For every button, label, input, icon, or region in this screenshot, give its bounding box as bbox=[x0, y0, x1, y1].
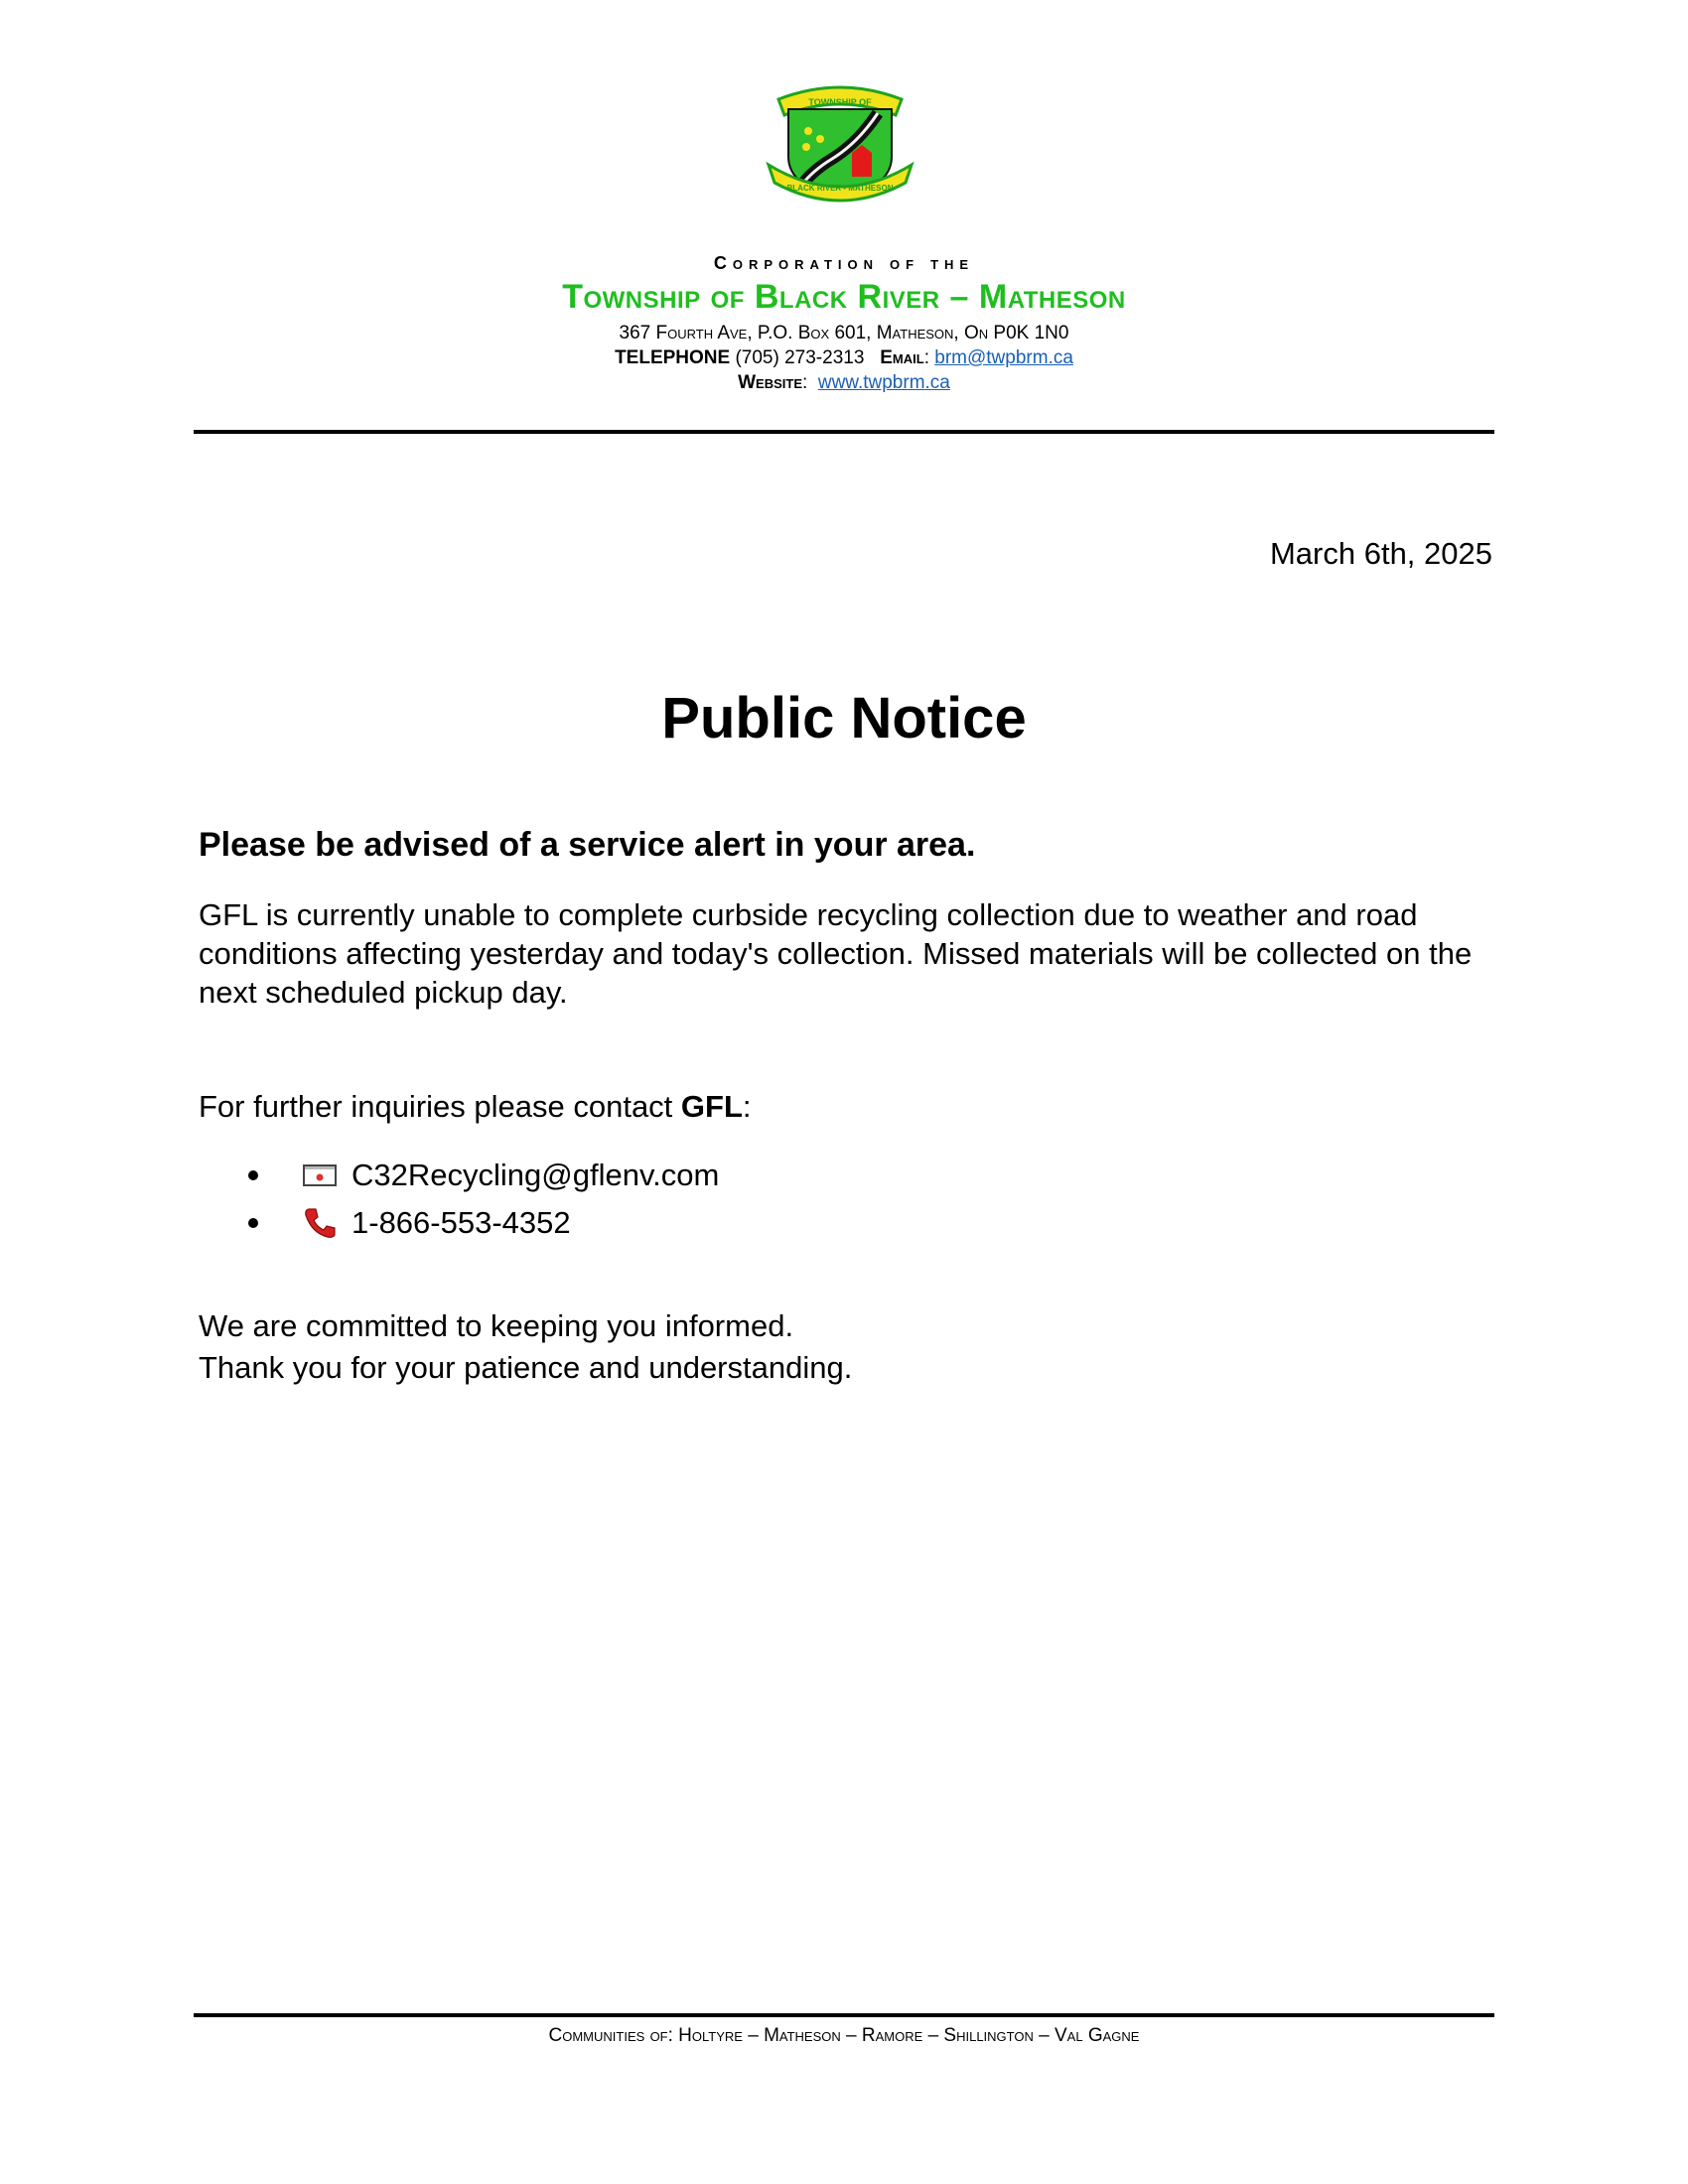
contact-intro-prefix: For further inquiries please contact bbox=[199, 1089, 681, 1124]
contact-phone[interactable]: 1-866-553-4352 bbox=[352, 1205, 571, 1240]
website-label: Website bbox=[738, 372, 802, 393]
phone-icon bbox=[302, 1208, 338, 1238]
footer-divider bbox=[194, 2013, 1494, 2017]
telephone-value: (705) 273-2313 bbox=[735, 347, 865, 368]
website-line: Website: www.twpbrm.ca bbox=[738, 372, 950, 393]
closing-line-1: We are committed to keeping you informed. bbox=[199, 1308, 794, 1343]
contact-company: GFL bbox=[680, 1089, 743, 1124]
header-divider bbox=[194, 430, 1494, 434]
email-label: Email bbox=[880, 347, 924, 368]
bullet-icon bbox=[248, 1218, 258, 1228]
closing-line-2: Thank you for your patience and understanding. bbox=[199, 1350, 853, 1385]
page-title: Public Notice bbox=[661, 686, 1027, 751]
corporation-line: Corporation of the bbox=[713, 253, 975, 273]
crest-bottom-text: BLACK RIVER - MATHESON bbox=[786, 184, 894, 193]
notice-body: GFL is currently unable to complete curbside recycling collection due to weather and road conditions affecting yesterday and today's collection. Missed materials will be collected on the next scheduled pickup day. bbox=[199, 897, 1473, 1010]
address-line: 367 Fourth Ave, P.O. Box 601, Matheson, On P0K 1N0 bbox=[619, 323, 1069, 343]
notice-subheading: Please be advised of a service alert in your area. bbox=[199, 826, 976, 864]
email-icon bbox=[302, 1160, 338, 1190]
email-link[interactable]: brm@twpbrm.ca bbox=[934, 347, 1073, 368]
notice-date: March 6th, 2025 bbox=[1269, 536, 1492, 571]
website-link[interactable]: www.twpbrm.ca bbox=[817, 372, 950, 393]
contact-intro bbox=[199, 1089, 752, 1125]
bullet-icon bbox=[248, 1170, 258, 1180]
contact-intro-suffix: : bbox=[742, 1089, 752, 1124]
list-item bbox=[248, 1156, 719, 1195]
telephone-label: TELEPHONE bbox=[615, 347, 731, 368]
contact-line: TELEPHONE (705) 273-2313 Email: brm@twpbrm.ca bbox=[615, 347, 1073, 368]
contact-email[interactable]: C32Recycling@gflenv.com bbox=[352, 1158, 720, 1192]
footer-communities: Communities of: Holtyre – Matheson – Ramore – Shillington – Val Gagne bbox=[548, 2025, 1140, 2046]
township-crest-logo bbox=[761, 79, 919, 204]
crest-top-text: TOWNSHIP OF bbox=[808, 97, 872, 107]
list-item bbox=[248, 1203, 571, 1243]
township-name: Township of Black River – Matheson bbox=[562, 278, 1126, 316]
